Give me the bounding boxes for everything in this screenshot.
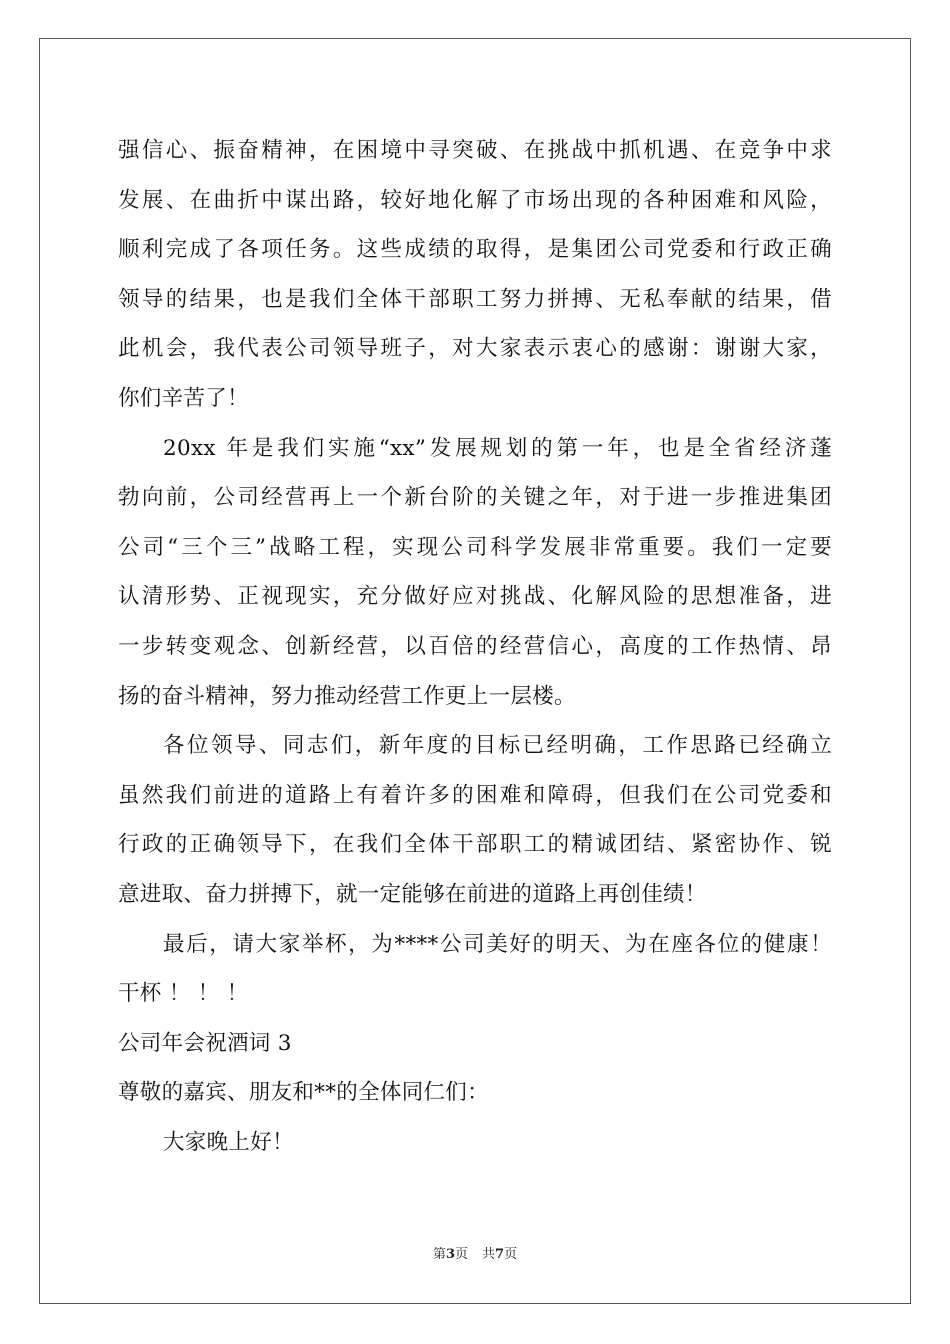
greeting-line: 大家晚上好！ (163, 1129, 294, 1155)
salutation-line: 尊敬的嘉宾、朋友和**的全体同仁们： (118, 1080, 489, 1106)
text-line-17: 最后，请大家举杯，为****公司美好的明天、为在座各位的健康！ (163, 931, 832, 957)
text-line-1: 强信心、振奋精神，在困境中寻突破、在挑战中抓机遇、在竞争中求 (118, 138, 832, 163)
page-number: 3 (445, 1247, 455, 1262)
section-heading: 公司年会祝酒词 3 (118, 1030, 292, 1056)
document-body (118, 126, 832, 1167)
text-line-4: 领导的结果，也是我们全体干部职工努力拼搏、无私奉献的结果，借 (118, 286, 832, 312)
total-prefix: 共 (482, 1247, 496, 1262)
text-line-13: 各位领导、同志们，新年度的目标已经明确，工作思路已经确立 (163, 733, 832, 759)
text-line-10: 认清形势、正视现实，充分做好应对挑战、化解风险的思想准备，进 (118, 584, 832, 610)
text-line-11: 一步转变观念、创新经营，以百倍的经营信心，高度的工作热情、昂 (118, 633, 832, 659)
text-line-5: 此机会，我代表公司领导班子，对大家表示衷心的感谢：谢谢大家， (118, 336, 832, 362)
text-line-2: 发展、在曲折中谋出路，较好地化解了市场出现的各种困难和风险， (118, 187, 832, 213)
text-line-15: 行政的正确领导下，在我们全体干部职工的精诚团结、紧密协作、锐 (118, 832, 832, 858)
total-suffix: 页 (504, 1247, 518, 1262)
text-line-9: 公司“三个三”战略工程，实现公司科学发展非常重要。我们一定要 (118, 534, 832, 560)
text-line-12: 扬的奋斗精神，努力推动经营工作更上一层楼。 (118, 683, 576, 709)
text-line-3: 顺利完成了各项任务。这些成绩的取得，是集团公司党委和行政正确 (118, 237, 832, 263)
page-suffix: 页 (454, 1247, 468, 1262)
total-pages: 7 (495, 1247, 505, 1262)
page-footer (0, 1246, 950, 1264)
page-prefix: 第 (432, 1247, 446, 1262)
text-line-8: 勃向前，公司经营再上一个新台阶的关键之年，对于进一步推进集团 (118, 485, 832, 511)
text-line-18: 干杯 ！ ！ ！ (118, 981, 249, 1007)
text-line-14: 虽然我们前进的道路上有着许多的困难和障碍，但我们在公司党委和 (118, 782, 832, 808)
text-line-6: 你们辛苦了！ (118, 385, 249, 411)
text-line-7: 20xx 年是我们实施“xx”发展规划的第一年，也是全省经济蓬 (163, 435, 832, 461)
text-line-16: 意进取、奋力拼搏下，就一定能够在前进的道路上再创佳绩！ (118, 881, 707, 907)
